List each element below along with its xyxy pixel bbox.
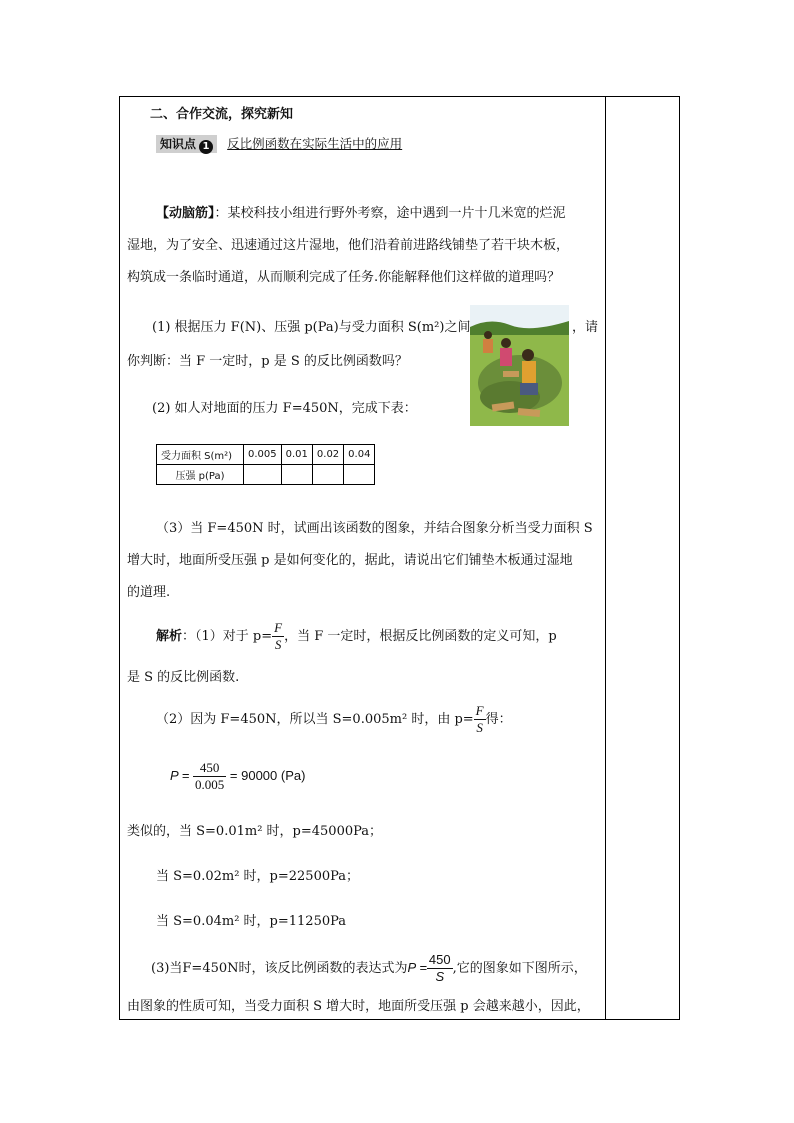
equation-pressure: P = $\frac{450}{0.005}$ = 90000 (Pa) xyxy=(170,760,306,792)
analysis-1-line-1: 解析：（1）对于 p= $\frac{F}{S}$ ，当 F 一定时，根据反比例函数的定义可知，p xyxy=(156,620,557,652)
brainstorm-label: 【动脑筋】 xyxy=(156,206,215,221)
analysis-1-line-2: 是 S 的反比例函数. xyxy=(127,670,240,685)
table-cell[interactable] xyxy=(281,465,312,485)
table-cell: 0.005 xyxy=(244,445,282,465)
pressure-table xyxy=(156,444,375,485)
section-heading: 二、合作交流，探究新知 xyxy=(150,107,294,122)
table-row xyxy=(157,465,375,485)
similar-line-3: 当 S=0.04m² 时，p=11250Pa xyxy=(156,914,347,929)
table-cell[interactable] xyxy=(344,465,375,485)
question-1-line-1-end: ，请 xyxy=(572,320,599,335)
table-header-pressure: 压强 p(Pa) xyxy=(157,465,244,485)
brainstorm-line-1: 【动脑筋】：某校科技小组进行野外考察，途中遇到一片十几米宽的烂泥 xyxy=(156,206,566,221)
analysis-label: 解析 xyxy=(156,629,183,644)
table-cell: 0.01 xyxy=(281,445,312,465)
analysis-3-line-2: 由图象的性质可知，当受力面积 S 增大时，地面所受压强 p 会越来越小，因此， xyxy=(127,999,590,1014)
brainstorm-line-2: 湿地，为了安全、迅速通过这片湿地，他们沿着前进路线铺垫了若干块木板， xyxy=(127,238,570,253)
analysis-2-line-1: （2）因为 F=450N，所以当 S=0.005m² 时，由 p= $\frac{F}{S}$ 得： xyxy=(156,703,512,735)
fraction-f-over-s: $\frac{F}{S}$ xyxy=(475,703,484,735)
analysis-3-line-1: (3)当F=450N时，该反比例函数的表达式为P = $\frac{450}{S}$ ,它的图象如下图所示， xyxy=(151,952,587,984)
table-cell[interactable] xyxy=(312,465,343,485)
table-header-area: 受力面积 S(m²) xyxy=(157,445,244,465)
number-icon: 1 xyxy=(199,140,213,154)
question-1-line-2: 你判断：当 F 一定时，p 是 S 的反比例函数吗？ xyxy=(127,354,408,369)
column-divider xyxy=(605,96,606,1020)
table-cell: 0.04 xyxy=(344,445,375,465)
fraction-450-over-s: $\frac{450}{S}$ xyxy=(428,952,451,984)
question-3-line-3: 的道理. xyxy=(127,585,171,600)
similar-line-1: 类似的，当 S=0.01m² 时，p=45000Pa； xyxy=(127,824,383,839)
knowledge-point-badge: 知识点 1 xyxy=(156,135,217,153)
question-2-line-1: (2) 如人对地面的压力 F=450N，完成下表： xyxy=(152,401,417,416)
children-laying-boards-image xyxy=(470,305,569,426)
knowledge-point xyxy=(156,134,402,154)
brainstorm-line-3: 构筑成一条临时通道，从而顺利完成了任务.你能解释他们这样做的道理吗？ xyxy=(127,270,561,285)
table-row xyxy=(157,445,375,465)
knowledge-point-title: 反比例函数在实际生活中的应用 xyxy=(227,136,403,151)
question-3-line-1: （3）当 F=450N 时，试画出该函数的图象，并结合图象分析当受力面积 S xyxy=(156,521,593,536)
question-1-line-1: (1) 根据压力 F(N)、压强 p(Pa)与受力面积 S(m²)之间 xyxy=(152,320,471,335)
question-3-line-2: 增大时，地面所受压强 p 是如何变化的，据此，请说出它们铺垫木板通过湿地 xyxy=(127,553,573,568)
table-cell[interactable] xyxy=(244,465,282,485)
similar-line-2: 当 S=0.02m² 时，p=22500Pa； xyxy=(156,869,360,884)
fraction-f-over-s: $\frac{F}{S}$ xyxy=(274,620,283,652)
table-cell: 0.02 xyxy=(312,445,343,465)
